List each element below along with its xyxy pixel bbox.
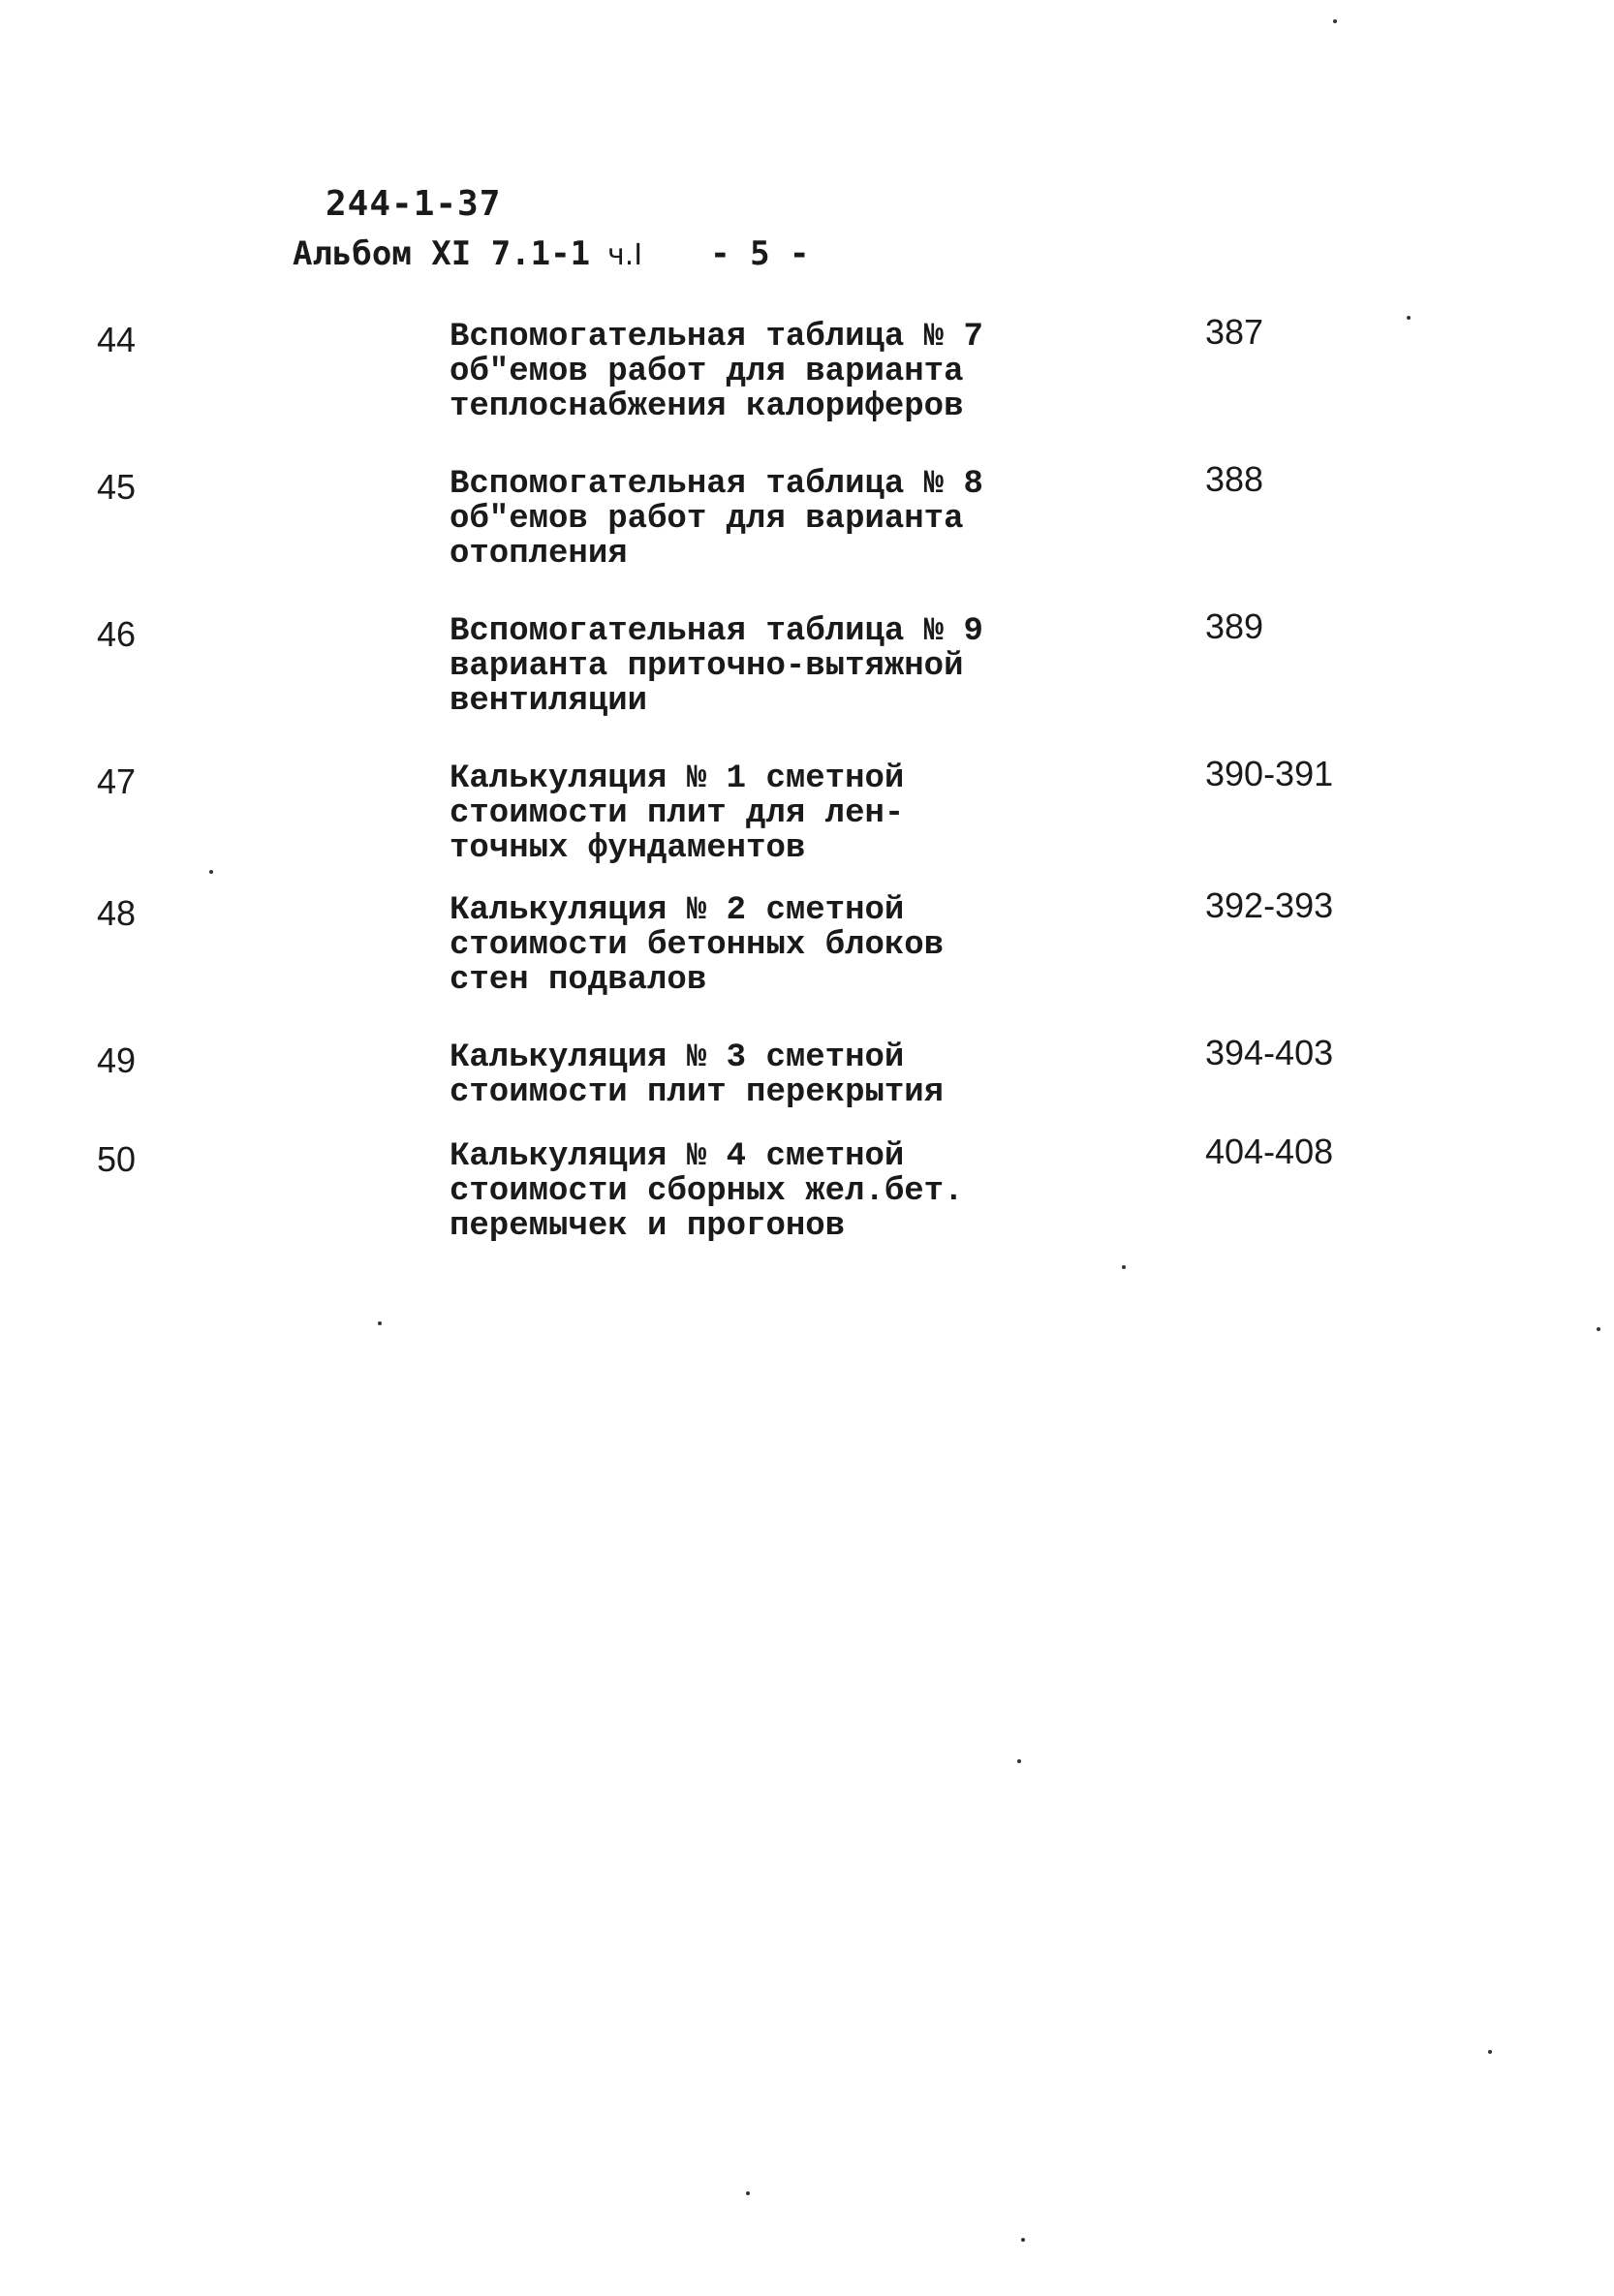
- entry-number: 50: [97, 1139, 137, 1179]
- entry-title-line: Вспомогательная таблица № 9: [450, 613, 983, 650]
- scan-speck: [1488, 2050, 1492, 2054]
- scan-speck: [1407, 316, 1411, 320]
- entry-title: [450, 467, 1050, 572]
- entry-title-line: Вспомогательная таблица № 8: [450, 466, 983, 503]
- entry-title-line: стоимости сборных жел.бет.: [450, 1173, 964, 1210]
- scan-speck: [1021, 2238, 1025, 2242]
- scan-speck: [209, 870, 213, 874]
- scan-speck: [1333, 19, 1337, 23]
- entry-pages: 404-408: [1205, 1132, 1334, 1171]
- entry-title-line: стен подвалов: [450, 962, 707, 999]
- entry-title-line: варианта приточно-вытяжной: [450, 648, 964, 685]
- entry-number: 49: [97, 1040, 137, 1080]
- part-label: ч.I: [607, 238, 643, 272]
- entry-title-line: точных фундаментов: [450, 830, 806, 867]
- scan-speck: [378, 1321, 382, 1325]
- entry-title: [450, 1040, 1050, 1110]
- entry-pages: 394-403: [1205, 1033, 1334, 1072]
- entry-number: 46: [97, 614, 137, 654]
- entry-title-line: Калькуляция № 2 сметной: [450, 892, 905, 929]
- entry-title-line: перемычек и прогонов: [450, 1208, 846, 1245]
- entry-title-line: стоимости бетонных блоков: [450, 927, 945, 964]
- entry-title-line: вентиляции: [450, 683, 648, 720]
- entry-number: 47: [97, 761, 137, 801]
- page-header: [293, 234, 810, 273]
- entry-pages: 388: [1205, 459, 1264, 499]
- entry-title: [450, 1139, 1050, 1244]
- scan-speck: [1597, 1327, 1600, 1331]
- entry-title-line: теплоснабжения калориферов: [450, 388, 964, 425]
- entry-title-line: стоимости плит перекрытия: [450, 1074, 945, 1111]
- entry-title-line: Вспомогательная таблица № 7: [450, 319, 983, 356]
- entry-number: 48: [97, 893, 137, 933]
- entry-title: [450, 761, 1050, 866]
- scan-speck: [1122, 1265, 1126, 1269]
- entry-pages: 387: [1205, 312, 1264, 352]
- entry-title-line: отопления: [450, 536, 628, 573]
- entry-title-line: стоимости плит для лен-: [450, 795, 905, 832]
- entry-pages: 389: [1205, 606, 1264, 646]
- page-number: - 5 -: [710, 234, 810, 273]
- entry-pages: 390-391: [1205, 754, 1334, 793]
- handwritten-code: 244-1-37: [326, 184, 502, 224]
- entry-title-line: Калькуляция № 3 сметной: [450, 1039, 905, 1076]
- entry-title-line: Калькуляция № 1 сметной: [450, 760, 905, 797]
- entry-title-line: об"емов работ для варианта: [450, 354, 964, 390]
- entry-number: 44: [97, 320, 137, 359]
- entry-title: [450, 320, 1050, 424]
- entry-title-line: об"емов работ для варианта: [450, 501, 964, 538]
- entry-title: [450, 614, 1050, 719]
- scan-speck: [746, 2191, 750, 2195]
- album-label: Альбом XI 7.1-1: [293, 234, 591, 273]
- entry-title: [450, 893, 1050, 998]
- entry-number: 45: [97, 467, 137, 507]
- entry-title-line: Калькуляция № 4 сметной: [450, 1138, 905, 1175]
- scan-speck: [1017, 1759, 1021, 1763]
- entry-pages: 392-393: [1205, 885, 1334, 925]
